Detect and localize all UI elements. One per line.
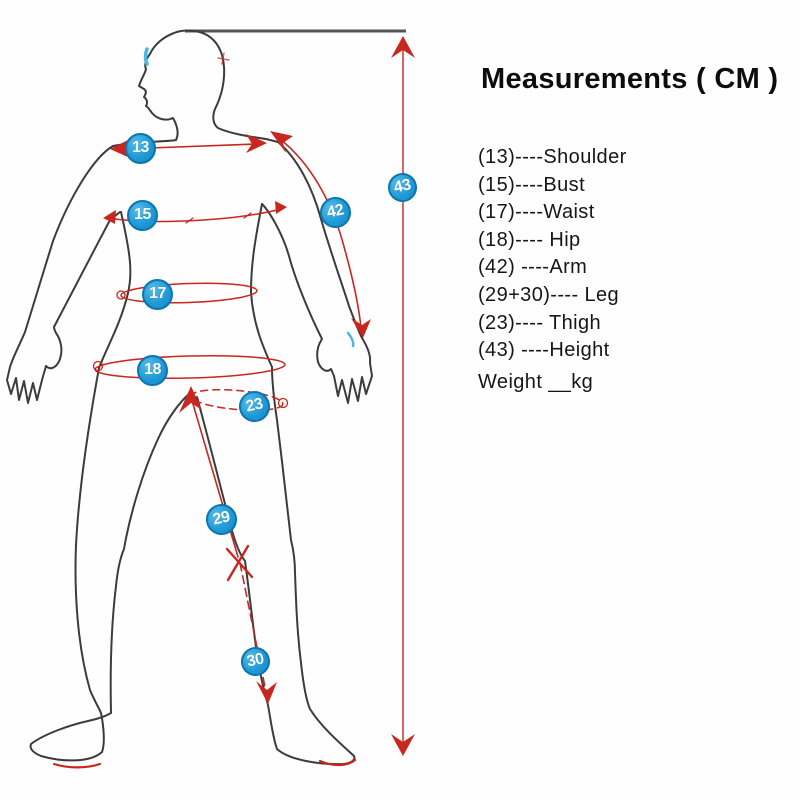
legend-item-thigh: (23)---- Thigh <box>478 311 602 334</box>
badge-height-43: 43 <box>385 170 419 204</box>
arm-arrow-top <box>270 131 293 153</box>
legend-item-bust: (15)----Bust <box>478 173 586 196</box>
legend-item-shoulder: (13)----Shoulder <box>478 146 627 168</box>
head-outline <box>113 31 278 146</box>
leg-arrow-bottom <box>256 681 277 704</box>
hip-measure-ellipse <box>95 354 286 381</box>
badge-leg-30: 30 <box>238 644 272 678</box>
badge-waist-17: 17 <box>142 279 173 310</box>
weight-label: Weight __kg <box>478 370 594 393</box>
measurement-legend <box>478 144 627 396</box>
legend-item-hip: (18)---- Hip <box>478 228 581 251</box>
badge-leg-29: 29 <box>203 501 240 538</box>
arm-measure-line <box>280 139 361 328</box>
bust-arrow-right <box>275 201 287 214</box>
left-foot-sole-mark <box>54 764 100 767</box>
torso-legs-outline <box>31 204 355 764</box>
legend-item-height: (43) ----Height <box>478 339 610 362</box>
legend-item-leg: (29+30)---- Leg <box>478 283 620 306</box>
badge-bust-15: 15 <box>127 200 158 231</box>
measurements-title: Measurements ( CM ) <box>481 63 779 95</box>
badge-shoulder-13: 13 <box>125 133 156 164</box>
legend-item-waist: (17)----Waist <box>478 201 595 224</box>
legend-item-arm: (42) ----Arm <box>478 256 588 279</box>
measurement-marks <box>54 36 415 767</box>
badge-arm-42: 42 <box>317 194 354 231</box>
badge-thigh-23: 23 <box>236 388 273 425</box>
badge-hip-18: 18 <box>137 355 168 386</box>
wrist-mark <box>348 333 353 346</box>
forehead-mark <box>146 49 148 64</box>
